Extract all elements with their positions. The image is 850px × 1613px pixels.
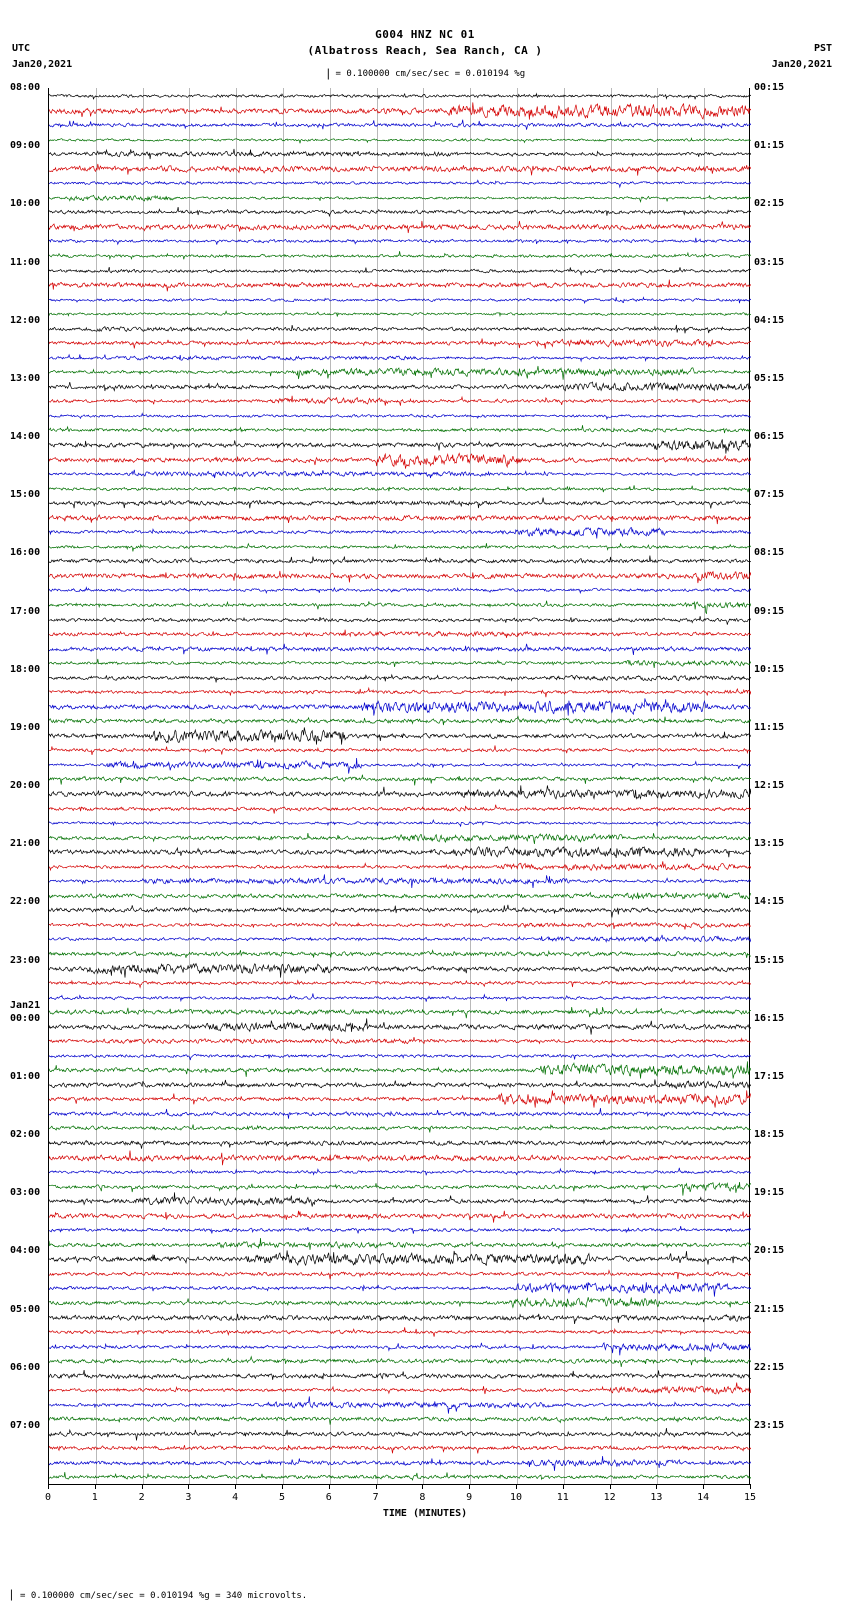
x-axis-tick (422, 1484, 423, 1489)
seismogram-trace (49, 1119, 751, 1135)
seismogram-trace (49, 1178, 751, 1194)
hour-label-utc: 15:00 (10, 489, 41, 501)
x-axis-tick-label: 5 (278, 1492, 286, 1503)
seismogram-trace (49, 756, 751, 772)
left-timezone-label: UTC (12, 43, 31, 54)
seismogram-trace (49, 887, 751, 903)
x-axis-tick (469, 1484, 470, 1489)
hour-label-pst: 07:15 (754, 489, 785, 501)
seismogram-trace (49, 640, 751, 656)
seismogram-trace (49, 596, 751, 612)
seismogram-trace (49, 567, 751, 583)
seismogram-plot (48, 88, 750, 1484)
x-axis-tick (516, 1484, 517, 1489)
seismogram-trace (49, 800, 751, 816)
seismogram-trace (49, 523, 751, 539)
seismogram-trace (49, 1323, 751, 1339)
grid-line (423, 88, 424, 1484)
seismogram-trace (49, 509, 751, 525)
hour-label-utc: 09:00 (10, 140, 41, 152)
x-axis-line (48, 1484, 750, 1485)
seismogram-trace (49, 1221, 751, 1237)
scale-bar-icon: ∣ (324, 67, 332, 80)
seismogram-trace (49, 625, 751, 641)
seismogram-trace (49, 320, 751, 336)
grid-line (96, 88, 97, 1484)
grid-line (283, 88, 284, 1484)
seismogram-trace (49, 436, 751, 452)
hour-label-pst: 15:15 (754, 954, 785, 966)
x-axis-tick-label: 9 (466, 1492, 473, 1503)
seismogram-trace (49, 1047, 751, 1063)
hour-label-utc: 00:00 (10, 1012, 41, 1024)
seismogram-trace (49, 247, 751, 263)
seismogram-trace (49, 131, 751, 147)
grid-line (189, 88, 190, 1484)
seismogram-trace (49, 843, 751, 859)
hour-label-pst: 04:15 (754, 314, 785, 326)
seismogram-trace (49, 363, 751, 379)
x-axis-tick (376, 1484, 377, 1489)
seismogram-trace (49, 1468, 751, 1484)
hour-label-utc: 11:00 (10, 256, 41, 268)
hour-label-pst: 16:15 (754, 1012, 785, 1024)
x-axis-tick-label: 15 (743, 1492, 757, 1503)
seismogram-trace (49, 727, 751, 743)
seismogram-trace (49, 552, 751, 568)
x-axis-tick-label: 4 (232, 1492, 239, 1503)
seismogram-trace (49, 334, 751, 350)
grid-line (517, 88, 518, 1484)
seismogram-trace (49, 1149, 751, 1165)
hour-label-pst: 23:15 (754, 1419, 785, 1431)
x-axis-tick (282, 1484, 283, 1489)
hour-label-pst: 00:15 (754, 82, 785, 93)
footer-scale-bar-icon: ∣ (8, 1588, 15, 1601)
hour-label-utc: 18:00 (10, 663, 41, 675)
hour-label-utc: 21:00 (10, 838, 41, 850)
hour-label-pst: 09:15 (754, 605, 785, 617)
seismogram-trace (49, 1090, 751, 1106)
seismogram-trace (49, 451, 751, 467)
seismogram-trace (49, 160, 751, 176)
x-axis-tick (188, 1484, 189, 1489)
seismogram-trace (49, 1381, 751, 1397)
x-axis-title: TIME (MINUTES) (382, 1508, 468, 1519)
hour-label-utc: 10:00 (10, 198, 41, 210)
x-axis-tick-label: 8 (419, 1492, 426, 1503)
hour-label-utc: 19:00 (10, 721, 41, 733)
x-axis-tick (656, 1484, 657, 1489)
seismogram-trace (49, 378, 751, 394)
x-axis-tick-label: 3 (185, 1492, 192, 1503)
page-title: G004 HNZ NC 01 (375, 28, 475, 41)
hour-label-utc: 14:00 (10, 431, 41, 442)
seismogram-trace (49, 712, 751, 728)
hour-label-utc: 08:00 (10, 82, 41, 93)
x-axis-tick-label: 2 (138, 1492, 145, 1503)
x-axis-tick (750, 1484, 751, 1489)
hour-label-pst: 02:15 (754, 198, 785, 210)
grid-line (377, 88, 378, 1484)
scale-legend-text: = 0.100000 cm/sec/sec = 0.010194 %g (335, 69, 526, 79)
hour-label-pst: 18:15 (754, 1129, 785, 1140)
grid-line (470, 88, 471, 1484)
hour-label-pst: 14:15 (754, 896, 785, 908)
hour-label-utc: 23:00 (10, 954, 41, 966)
seismogram-trace (49, 1018, 751, 1034)
scale-legend (0, 66, 850, 79)
grid-line (704, 88, 705, 1484)
hour-label-pst: 08:15 (754, 547, 785, 559)
seismogram-trace (49, 814, 751, 830)
hour-label-pst: 10:15 (754, 663, 785, 675)
x-axis-tick (703, 1484, 704, 1489)
seismogram-trace (49, 218, 751, 234)
seismogram-trace (49, 1338, 751, 1354)
seismogram-trace (49, 669, 751, 685)
seismogram-trace (49, 858, 751, 874)
x-axis-tick-label: 13 (650, 1492, 663, 1503)
x-axis-tick (95, 1484, 96, 1489)
seismogram-trace (49, 989, 751, 1005)
seismogram-trace (49, 1439, 751, 1455)
seismogram-trace (49, 276, 751, 292)
seismogram-trace (49, 538, 751, 554)
seismogram-trace (49, 480, 751, 496)
seismogram-trace (49, 1352, 751, 1368)
seismogram-trace (49, 1076, 751, 1092)
seismogram-trace (49, 916, 751, 932)
seismogram-trace (49, 1207, 751, 1223)
hour-label-pst: 20:15 (754, 1245, 785, 1257)
page-subtitle: (Albatross Reach, Sea Ranch, CA ) (307, 44, 543, 57)
seismogram-trace (49, 145, 751, 161)
left-date-label: Jan20,2021 (12, 59, 73, 70)
seismogram-trace (49, 581, 751, 597)
grid-line (657, 88, 658, 1484)
hour-label-utc: 01:00 (10, 1070, 41, 1082)
hour-label-utc: 22:00 (10, 896, 41, 908)
seismogram-trace (49, 960, 751, 976)
seismogram-trace (49, 901, 751, 917)
seismogram-trace (49, 654, 751, 670)
seismogram-trace (49, 1105, 751, 1121)
x-axis-tick-label: 1 (91, 1492, 98, 1503)
seismogram-trace (49, 392, 751, 408)
seismogram-trace (49, 189, 751, 205)
seismogram-trace (49, 829, 751, 845)
x-axis-tick (563, 1484, 564, 1489)
grid-line (611, 88, 612, 1484)
seismogram-trace (49, 203, 751, 219)
hour-label-utc: 06:00 (10, 1361, 41, 1373)
seismogram-trace (49, 407, 751, 423)
x-axis-tick (329, 1484, 330, 1489)
hour-label-utc: 12:00 (10, 314, 41, 326)
seismogram-trace (49, 698, 751, 714)
x-axis-tick-label: 7 (372, 1492, 379, 1503)
x-axis-tick-label: 12 (603, 1492, 616, 1503)
seismogram-trace (49, 1163, 751, 1179)
seismogram-trace (49, 1250, 751, 1266)
hour-label-pst: 01:15 (754, 140, 785, 152)
seismogram-trace (49, 1134, 751, 1150)
seismogram-trace (49, 1265, 751, 1281)
hour-label-utc: 04:00 (10, 1245, 41, 1257)
grid-line (143, 88, 144, 1484)
hour-label-pst: 05:15 (754, 372, 785, 384)
hour-label-pst: 22:15 (754, 1361, 785, 1373)
seismogram-trace (49, 291, 751, 307)
seismogram-trace (49, 974, 751, 990)
seismogram-trace (49, 494, 751, 510)
seismogram-trace (49, 116, 751, 132)
x-axis-tick (610, 1484, 611, 1489)
x-axis-tick-label: 10 (509, 1492, 523, 1503)
seismogram-trace (49, 1454, 751, 1470)
seismogram-trace (49, 102, 751, 118)
seismogram-trace (49, 945, 751, 961)
seismogram-trace (49, 1003, 751, 1019)
x-axis-tick (48, 1484, 49, 1489)
seismogram-trace (49, 349, 751, 365)
hour-label-utc: 13:00 (10, 372, 41, 384)
seismogram-trace (49, 1236, 751, 1252)
seismogram-trace (49, 1425, 751, 1441)
footer-note (8, 1588, 307, 1601)
hour-label-utc: 17:00 (10, 605, 41, 617)
seismogram-trace (49, 741, 751, 757)
hour-label-pst: 17:15 (754, 1070, 785, 1082)
seismogram-trace (49, 174, 751, 190)
x-axis-tick-label: 6 (325, 1492, 332, 1503)
seismogram-trace (49, 1294, 751, 1310)
hour-label-pst: 21:15 (754, 1303, 785, 1315)
seismogram-trace (49, 1396, 751, 1412)
seismogram-trace (49, 87, 751, 103)
seismogram-trace (49, 1279, 751, 1295)
right-timezone-label: PST (813, 43, 832, 54)
hour-label-pst: 12:15 (754, 780, 785, 791)
seismogram-trace (49, 1032, 751, 1048)
x-axis-tick (235, 1484, 236, 1489)
seismogram-trace (49, 465, 751, 481)
x-axis-tick (142, 1484, 143, 1489)
hour-label-utc: 16:00 (10, 547, 41, 559)
hour-label-pst: 06:15 (754, 431, 785, 442)
grid-line (564, 88, 565, 1484)
hour-label-utc: 02:00 (10, 1129, 41, 1140)
seismogram-trace (49, 1192, 751, 1208)
hour-label-pst: 03:15 (754, 256, 785, 268)
right-date-label: Jan20,2021 (771, 59, 832, 70)
seismogram-trace (49, 930, 751, 946)
grid-line (236, 88, 237, 1484)
seismogram-trace (49, 611, 751, 627)
seismogram-trace (49, 232, 751, 248)
seismogram-trace (49, 1367, 751, 1383)
seismogram-trace (49, 1410, 751, 1426)
grid-line (330, 88, 331, 1484)
hour-label-utc: 05:00 (10, 1303, 41, 1315)
seismogram-trace (49, 1309, 751, 1325)
hour-label-pst: 13:15 (754, 838, 785, 850)
x-axis-tick-label: 0 (44, 1492, 52, 1503)
seismogram-trace (49, 262, 751, 278)
hour-label-pst: 11:15 (754, 721, 785, 733)
seismogram-trace (49, 683, 751, 699)
day-change-label: Jan21 (10, 999, 41, 1011)
x-axis-tick-label: 14 (697, 1492, 710, 1503)
hour-label-utc: 20:00 (10, 780, 41, 791)
seismogram-trace (49, 770, 751, 786)
footer-text: = 0.100000 cm/sec/sec = 0.010194 %g = 340 microvolts. (20, 1591, 308, 1601)
seismogram-trace (49, 872, 751, 888)
hour-label-utc: 03:00 (10, 1187, 41, 1199)
seismogram-trace (49, 785, 751, 801)
seismogram-trace (49, 421, 751, 437)
hour-label-pst: 19:15 (754, 1187, 785, 1199)
seismogram-trace (49, 1061, 751, 1077)
hour-label-utc: 07:00 (10, 1419, 41, 1431)
x-axis-tick-label: 11 (556, 1492, 569, 1503)
seismogram-trace (49, 305, 751, 321)
